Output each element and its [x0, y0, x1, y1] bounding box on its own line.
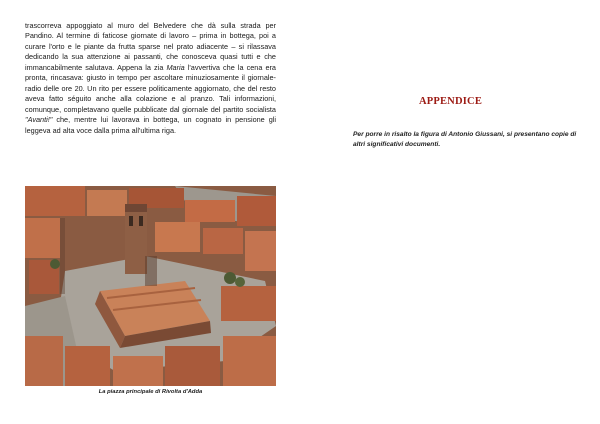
paragraph-text-2: l'avvertiva che la cena era pronta, rincasava: giusto in tempo per ascoltare minuziosamente il giornale-radio delle ore 20. Un rito per essere politicamente aggiornato, che del resto aveva fatto séguito anche alla colazione e al pranzo. Tali informazioni, comunque, completavano quelle pubblicate dal giornale del partito socialista: [25, 62, 276, 114]
paragraph-italic-newspaper: "Avanti!": [25, 115, 53, 125]
appendix-note: Per porre in risalto la figura di Antonio Giussani, si presentano copie di altri significativi documenti.: [353, 131, 577, 148]
photo-caption: La piazza principale di Rivolta d'Adda: [98, 389, 203, 395]
paragraph-text-3: che, mentre lui lavorava in bottega, un cognato in pensione gli leggeva ad alta voce dalla prima all'ultima riga.: [25, 115, 276, 135]
paragraph-italic-name: Maria: [166, 62, 185, 72]
right-page: [300, 0, 600, 424]
paragraph-text-1: trascorreva appoggiato al muro del Belvedere che dà sulla strada per Pandino. Al termine di faticose giornate di lavoro – prima in bottega, poi a curare l'orto e le piante da frutta sparse nel prato adiacente – si rilassava dedicando la sua attenzione ai passanti, che conosceva quasi tutti e che immancabilmente salutava. Appena la zia: [25, 21, 276, 72]
aerial-town-photo: [25, 186, 276, 386]
body-paragraph: [25, 21, 276, 136]
appendix-title: APPENDICE: [418, 96, 483, 107]
